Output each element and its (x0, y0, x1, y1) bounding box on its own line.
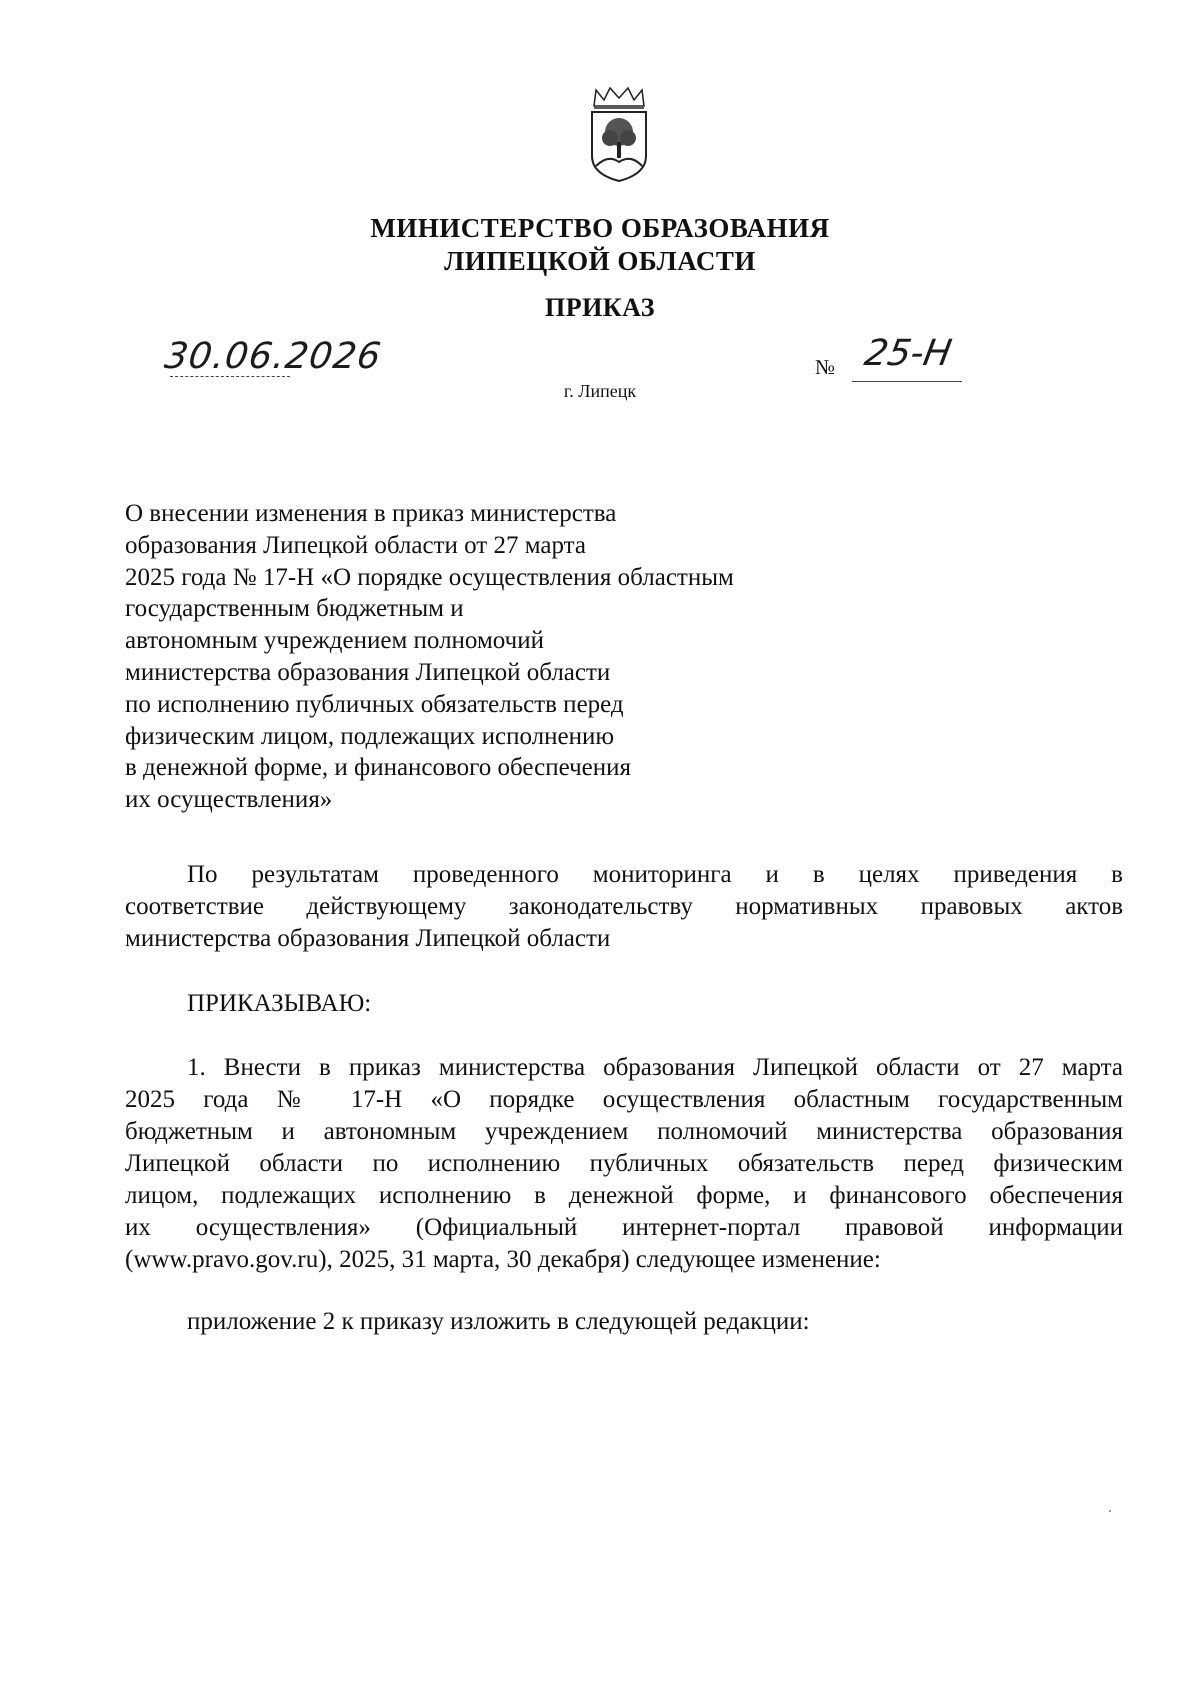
subject-line: в денежной форме, и финансового обеспечения (125, 754, 632, 782)
subject-line: автономным учреждением полномочий (125, 627, 544, 655)
preamble-line: соответствие действующему законодательству нормативных правовых актов (125, 893, 1123, 920)
subject-line: государственным бюджетным и (125, 595, 464, 623)
item-1-line: Липецкой области по исполнению публичных обязательств перед физическим (125, 1150, 1123, 1177)
preamble-line: министерства образования Липецкой области (125, 925, 611, 952)
scan-speck (1109, 1510, 1111, 1512)
lipetsk-coat-of-arms-icon (586, 84, 652, 184)
order-word: ПРИКАЗЫВАЮ: (187, 990, 372, 1017)
item-1-line: 1. Внести в приказ министерства образования Липецкой области от 27 марта (187, 1054, 1123, 1081)
subject-line: 2025 года № 17-Н «О порядке осуществления областным (125, 563, 734, 591)
subject-line: по исполнению публичных обязательств перед (125, 690, 624, 718)
item-1-line: их осуществления» (Официальный интернет-портал правовой информации (125, 1214, 1123, 1241)
subject-block (125, 498, 734, 816)
item-1-tail: приложение 2 к приказу изложить в следующей редакции: (187, 1308, 810, 1335)
handwritten-date: 30.06.2026 (162, 336, 385, 377)
preamble-line: По результатам проведенного мониторинга и в целях приведения в (187, 861, 1123, 888)
number-label: № (815, 355, 836, 379)
subject-line: О внесении изменения в приказ министерства (125, 500, 617, 527)
item-1-paragraph (125, 1052, 1123, 1276)
handwritten-number: 25-Н (861, 333, 955, 374)
subject-line: физическим лицом, подлежащих исполнению (125, 722, 615, 750)
date-underline (170, 376, 290, 377)
item-1-line: бюджетным и автономным учреждением полномочий министерства образования (125, 1118, 1123, 1145)
ministry-title-line2: ЛИПЕЦКОЙ ОБЛАСТИ (444, 246, 756, 276)
item-1-line: (www.pravo.gov.ru), 2025, 31 марта, 30 декабря) следующее изменение: (125, 1246, 881, 1273)
item-1-line: 2025 года № 17-Н «О порядке осуществления областным государственным (125, 1086, 1123, 1113)
subject-line: министерства образования Липецкой области (125, 658, 611, 686)
subject-line: их осуществления» (125, 786, 333, 814)
city-name: г. Липецк (563, 381, 637, 401)
document-type: ПРИКАЗ (544, 293, 656, 322)
subject-line: образования Липецкой области от 27 марта (125, 531, 586, 559)
item-1-line: лицом, подлежащих исполнению в денежной форме, и финансового обеспечения (125, 1182, 1123, 1209)
ministry-title-line1: МИНИСТЕРСТВО ОБРАЗОВАНИЯ (370, 213, 830, 243)
preamble-paragraph (125, 859, 1123, 955)
